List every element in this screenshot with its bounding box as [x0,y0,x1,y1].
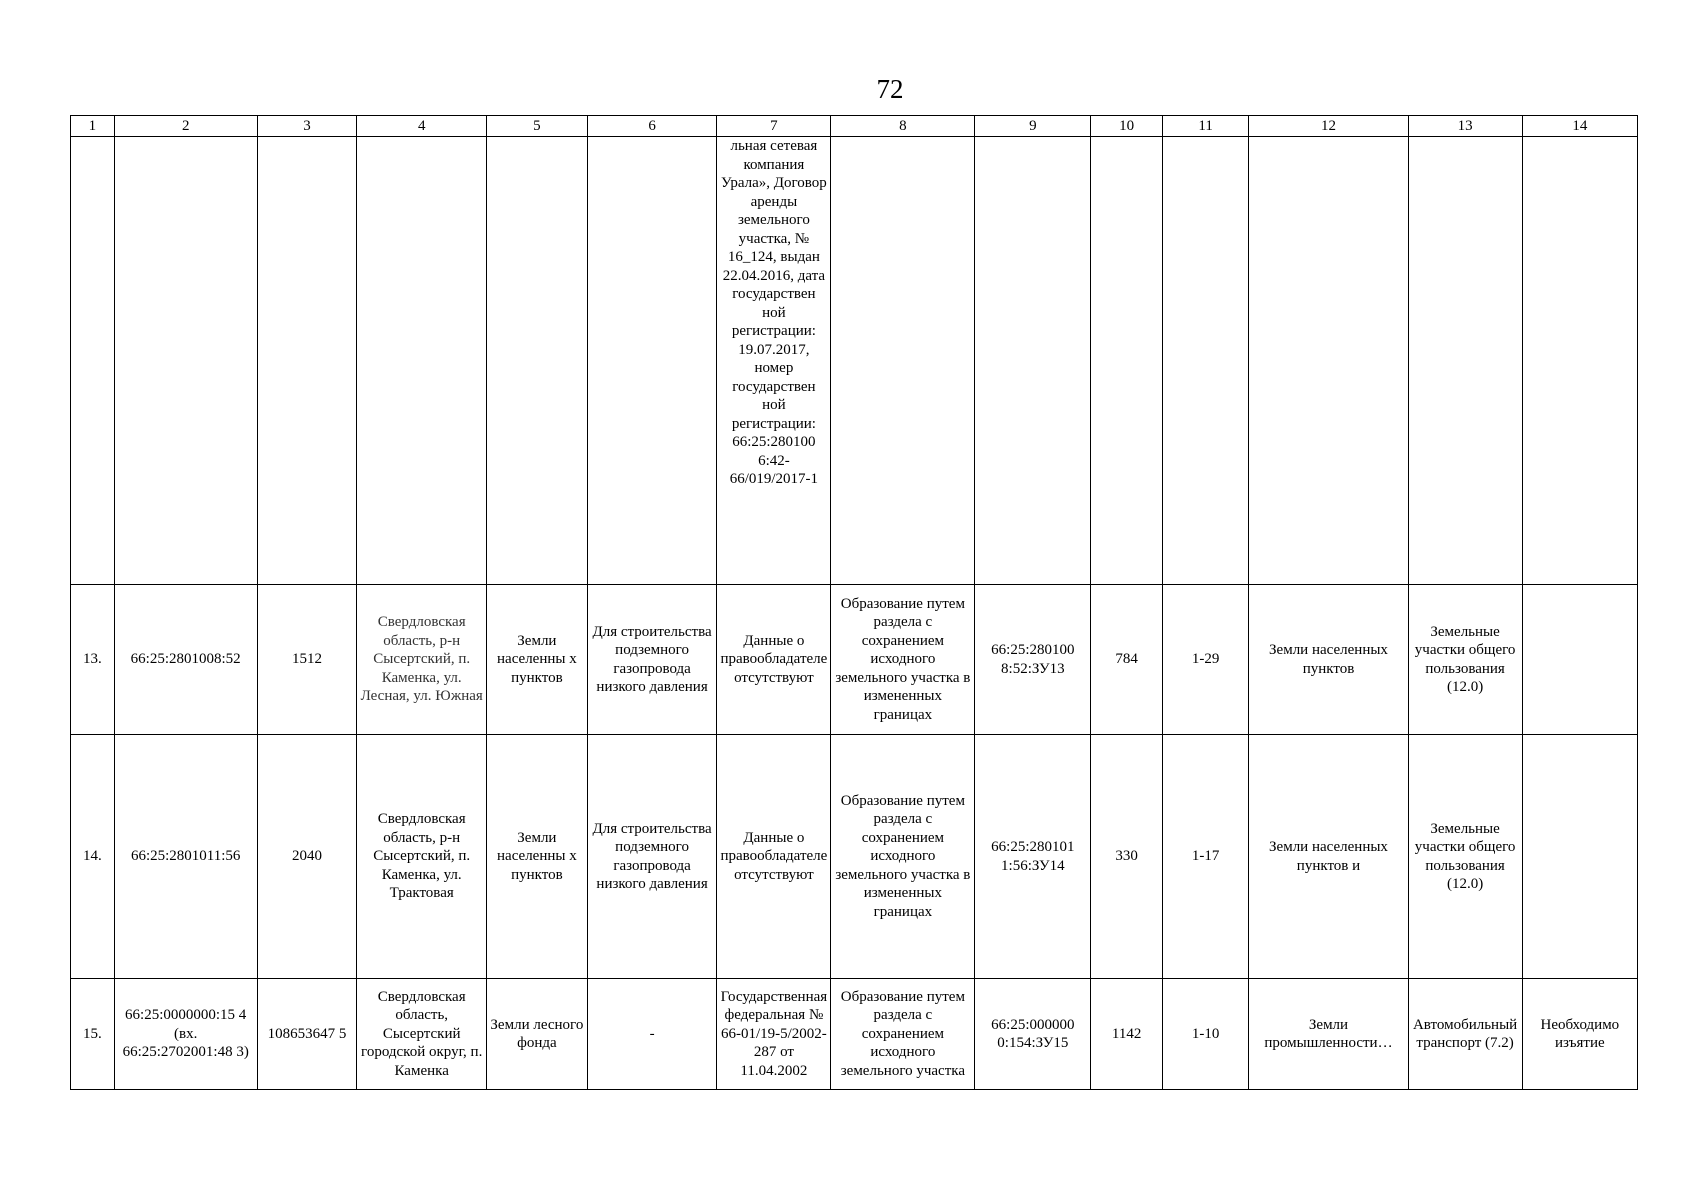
empty-cell [114,137,257,585]
permitted-use-cell: Для строительства подземного газопровода низкого давления [587,585,716,735]
table-row [71,979,1638,1090]
column-number-row [71,116,1638,137]
formation-method-cell: Образование путем раздела с сохранением исходного земельного участка [831,979,975,1090]
column-number: 4 [357,116,486,137]
new-use-cell: Земельные участки общего пользования (12.0) [1408,735,1522,979]
formation-method-cell: Образование путем раздела с сохранением исходного земельного участка в измененных границах [831,585,975,735]
new-category-cell: Земли населенных пунктов и [1249,735,1408,979]
column-number: 1 [71,116,115,137]
row-number-cell: 14. [71,735,115,979]
column-number: 6 [587,116,716,137]
area-cell: 108653647 5 [257,979,357,1090]
row-number-cell: 15. [71,979,115,1090]
area-cell: 2040 [257,735,357,979]
empty-cell [1408,137,1522,585]
land-category-cell: Земли населенны х пунктов [486,585,587,735]
empty-cell [831,137,975,585]
new-category-cell: Земли промышленности… [1249,979,1408,1090]
new-plot-number-cell: 66:25:280100 8:52:ЗУ13 [975,585,1091,735]
column-number: 3 [257,116,357,137]
new-area-cell: 330 [1091,735,1162,979]
new-category-cell: Земли населенных пунктов [1249,585,1408,735]
points-cell: 1-17 [1162,735,1249,979]
address-cell: Свердловская область, р-н Сысертский, п. Каменка, ул. Трактовая [357,735,486,979]
formation-method-cell: Образование путем раздела с сохранением исходного земельного участка в измененных границах [831,735,975,979]
note-cell [1522,735,1637,979]
permitted-use-cell: Для строительства подземного газопровода низкого давления [587,735,716,979]
column-number: 9 [975,116,1091,137]
table-row [71,585,1638,735]
land-category-cell: Земли лесного фонда [486,979,587,1090]
cadastral-number-cell: 66:25:2801011:56 [114,735,257,979]
empty-cell [1249,137,1408,585]
empty-cell [357,137,486,585]
empty-cell [1522,137,1637,585]
cadastral-number-cell: 66:25:2801008:52 [114,585,257,735]
land-plots-table [70,115,1638,1090]
column-number: 11 [1162,116,1249,137]
page-number: 72 [876,74,904,104]
owner-cell: Данные о правообладателе отсутствуют [717,585,831,735]
empty-cell [1091,137,1162,585]
empty-cell [1162,137,1249,585]
column-number: 12 [1249,116,1408,137]
column-number: 10 [1091,116,1162,137]
note-cell [1522,585,1637,735]
column-number: 2 [114,116,257,137]
new-use-cell: Земельные участки общего пользования (12.0) [1408,585,1522,735]
permitted-use-cell: - [587,979,716,1090]
owner-cell: Данные о правообладателе отсутствуют [717,735,831,979]
column-number: 14 [1522,116,1637,137]
continuation-row [71,137,1638,585]
points-cell: 1-10 [1162,979,1249,1090]
new-use-cell: Автомобильный транспорт (7.2) [1408,979,1522,1090]
new-plot-number-cell: 66:25:280101 1:56:ЗУ14 [975,735,1091,979]
owner-cell: Государственная федеральная № 66-01/19-5/2002-287 от 11.04.2002 [717,979,831,1090]
empty-cell [975,137,1091,585]
new-area-cell: 1142 [1091,979,1162,1090]
column-number: 8 [831,116,975,137]
address-cell: Свердловская область, р-н Сысертский, п. Каменка, ул. Лесная, ул. Южная [357,585,486,735]
new-area-cell: 784 [1091,585,1162,735]
area-cell: 1512 [257,585,357,735]
note-cell: Необходимо изъятие [1522,979,1637,1090]
column-number: 5 [486,116,587,137]
empty-cell [486,137,587,585]
address-cell: Свердловская область, Сысертский городской округ, п. Каменка [357,979,486,1090]
empty-cell [257,137,357,585]
points-cell: 1-29 [1162,585,1249,735]
land-category-cell: Земли населенны х пунктов [486,735,587,979]
column-number: 13 [1408,116,1522,137]
owner-continuation-cell: льная сетевая компания Урала», Договор аренды земельного участка, № 16_124, выдан 22.04.2016, дата государствен ной регистрации: 19.07.2017, номер государствен ной регистрации: 66:25:280100 6:42-66/019/2017-1 [717,137,831,585]
empty-cell [587,137,716,585]
column-number: 7 [717,116,831,137]
empty-cell [71,137,115,585]
row-number-cell: 13. [71,585,115,735]
new-plot-number-cell: 66:25:000000 0:154:ЗУ15 [975,979,1091,1090]
table-row [71,735,1638,979]
cadastral-number-cell: 66:25:0000000:15 4 (вх. 66:25:2702001:48 3) [114,979,257,1090]
